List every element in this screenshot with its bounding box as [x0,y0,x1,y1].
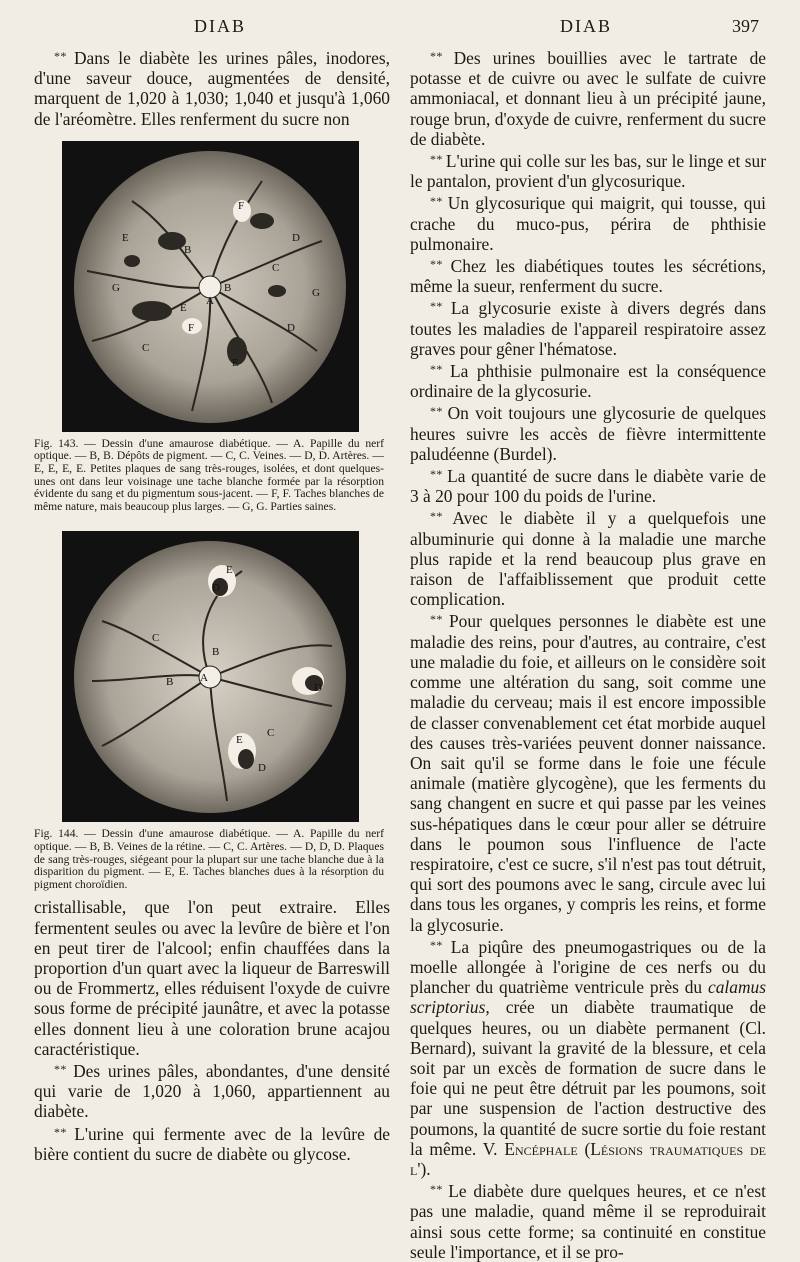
asterism: * * [430,49,442,63]
fig1-label: C [272,261,280,274]
paragraph [34,46,390,129]
paragraph [410,296,766,359]
paragraph-text: Dans le diabète les urines pâles, inodores, d'une saveur douce, augmentées de densité, marquent de 1,020 à 1,030; 1,040 et jusqu'à 1,060 de l'aréomètre. Elles renferment du sucre non [34,48,390,129]
fig1-label: B [224,281,232,294]
fig1-label: F [188,321,195,334]
asterism: * * [430,937,442,952]
fig2-label: E [236,734,243,747]
fig2-label: A [200,672,208,685]
paragraph [410,1179,766,1262]
fig1-label: C [142,341,150,354]
paragraph-text: Un glycosurique qui maigrit, qui tousse, qui crache du muco-pus, périra de phthisie pulmonaire. [410,193,766,254]
fig1-label: B [184,243,192,256]
paragraph [34,1059,390,1122]
paragraph-text: La quantité de sucre dans le diabète varie de 3 à 20 pour 100 du poids de l'urine. [410,466,766,507]
paragraph [410,401,766,464]
fig1-label: F [238,199,245,212]
fig1-label: G [112,281,120,294]
fig2-label: B [166,676,174,689]
paragraph [34,1122,390,1164]
figure-143 [34,141,390,892]
paragraph [410,254,766,296]
retina-illustration-144 [62,531,359,822]
asterism: * * [430,467,442,482]
asterism: * * [430,1182,442,1197]
asterism: * * [54,1124,66,1139]
figure-144-caption: Fig. 144. — Dessin d'une amaurose diabétique. — A. Papille du nerf optique. — B, B. Veines de la rétine. — C, C. Artères. — D, D, D. Plaques de sang très-rouges, siégeant pour la plupart sur une tache blanche due à la disparition du pigment. — E, E. Taches blanches dues à la résorption du pigment choroïdien. [34,827,384,891]
paragraph [410,191,766,254]
fig1-label: G [312,286,320,299]
asterism: * * [430,257,442,272]
paragraph [410,506,766,609]
asterism: * * [430,194,442,209]
asterism: * * [430,509,442,524]
italic-term: calamus scriptorius, [410,977,766,1018]
asterism: * * [54,1061,66,1076]
page-number: 397 [732,16,759,36]
right-column [410,46,766,1262]
paragraph-text: L'urine qui colle sur les bas, sur le linge et sur le pantalon, provient d'un glycosurique. [410,151,766,192]
fig2-label: D [258,762,266,775]
fig1-label: D [292,231,300,244]
asterism: * * [54,49,66,63]
paragraph-text: Des urines pâles, abondantes, d'une densité qui varie de 1,020 à 1,060, appartiennent au diabète. [34,1060,390,1122]
fig2-label: C [267,727,275,740]
fig2-label: B [212,646,220,659]
paragraph-text: Avec le diabète il y a quelquefois une albuminurie qui donne à la maladie une marche plus rapide et la rend beaucoup plus grave en raison de l'affaiblissement que produit cette complication. [410,508,767,610]
fig1-label: E [180,301,187,314]
asterism: * * [430,152,442,167]
paragraph-text: On voit toujours une glycosurie de quelques heures suivre les accès de fièvre intermittente paludéenne (Burdel). [410,403,766,464]
asterism: * * [430,404,442,419]
paragraph-text: La glycosurie existe à divers degrés dans toutes les maladies de l'appareil respiratoire assez graves pour gêner l'hématose. [410,298,766,359]
paragraph-text: La piqûre des pneumogastriques ou de la moelle allongée à l'origine de ces nerfs ou du plancher du quatrième ventricule près du [410,936,766,998]
paragraph-text: L'urine qui fermente avec de la levûre de bière contient du sucre de diabète ou glycose. [34,1123,390,1164]
paragraph [410,609,766,934]
figure-143-caption: Fig. 143. — Dessin d'une amaurose diabétique. — A. Papille du nerf optique. — B, B. Dépôts de pigment. — C, C. Veines. — D, D. Artères. — E, E, E, E. Petites plaques de sang très-rouges, isolées, et dont quelques-unes ont dans leur voisinage une tache blanche formée par la résorption évidente du sang et du pigmentum sous-jacent. — F, F. Taches blanches de même nature, mais beaucoup plus larges. — G, G. Parties saines. [34,436,384,513]
paragraph: cristallisable, que l'on peut extraire. Elles fermentent seules ou avec la levûre de bière et l'on en peut tirer de l'alcool; enfin chauffées dans la proportion d'un quart avec la liqueur de Barreswill ou de Frommertz, elles réduisent l'oxyde de cuivre sous forme de précipité jaunâtre, et avec la potasse elles donnent lieu à une coloration brune acajou caractéristique. [34,897,390,1059]
header-right-title: DIAB [560,16,612,36]
header-left-title: DIAB [194,16,246,36]
fig1-label: E [232,356,239,369]
paragraph-text: Des urines bouillies avec le tartrate de potasse et de cuivre ou avec le sulfate de cuivre ammoniacal, et donnant lieu à un précipité jaune, rouge brun, d'oxyde de cuivre, renferment du sucre de diabète. [410,48,766,149]
fig2-label: D [212,582,220,595]
retina-illustration-143 [62,141,359,432]
paragraph-text: La phthisie pulmonaire est la conséquence ordinaire de la glycosurie. [410,361,766,402]
fig1-label: D [287,321,295,334]
paragraph [410,935,766,1179]
fig2-label: C [152,632,160,645]
paragraph [410,149,766,191]
paragraph [410,464,766,506]
running-header [0,16,800,46]
fig2-label: E [226,564,233,577]
left-column [34,46,390,1164]
paragraph-text: Pour quelques personnes le diabète est une maladie des reins, pour d'autres, au contraire, c'est une maladie du foie, et ailleurs on le considère soit comme une altération du sang, soit comme une maladie du cerveau; mais il est encore impossible de classer convenablement cet état morbide auquel des causes très-variées peuvent donner naissance. On sait qu'il se forme dans le foie une fécule animale (matière glycogène), que les ferments du sang changent en sucre et qui passe par les veines sus-hépatiques dans le cœur pour aller se détruire dans le poumon sous l'influence de l'acte respiratoire, c'est ce sucre, s'il n'est pas tout détruit, qui sort des poumons avec le sang, circule avec lui dans tous les organes, y compris les reins, et forme la glycosurie. [410,611,766,935]
paragraph [410,46,766,149]
paragraph-text: crée un diabète traumatique de quelques heures, ou un diabète permanent (Cl. Bernard), suivant la gravité de la blessure, et cela soit par un excès de formation de sucre dans le foie qui ne peut être détruit par les poumons, soit par une suspension de l'action destructive des poumons, la quantité de sucre sortie du foie restant la même. V. [410,997,766,1159]
paragraph-text: Chez les diabétiques toutes les sécrétions, même la sueur, renferment du sucre. [410,256,766,297]
paragraph [410,359,766,401]
asterism: * * [430,299,442,314]
cross-reference: Encéphale (Lésions traumatiques de l'). [410,1138,766,1179]
fig1-label: E [122,231,129,244]
asterism: * * [430,362,442,377]
asterism: * * [430,612,442,627]
paragraph-text: Le diabète dure quelques heures, et ce n'est pas une maladie, quand même il se reproduirait ainsi sous cette forme; sa continuité en constitue seule l'importance, et il se pro- [410,1181,766,1262]
fig2-label: D [314,682,322,695]
fig1-label: A [206,294,214,307]
